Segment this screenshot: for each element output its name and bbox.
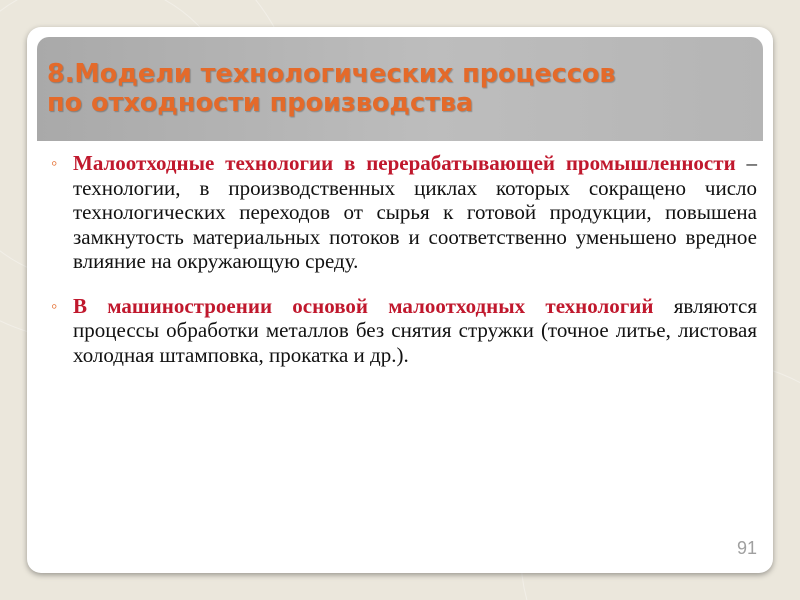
bullet-2-highlight: В машиностроении основой малоотходных технологий xyxy=(73,293,654,318)
slide-title xyxy=(47,60,747,118)
title-line-2: по отходности производства xyxy=(47,88,474,118)
page-number: 91 xyxy=(736,538,757,558)
bullet-1-text: – технологии, в производственных циклах которых сокращено число технологических переходов от сырья к готовой продукции, повышена замкнутость материальных потоков и соответственно уменьшено вредное влияние на окружающую среду. xyxy=(73,151,757,273)
slide xyxy=(27,27,773,573)
bullet-icon: ◦ xyxy=(51,153,58,173)
title-line-1: 8.Модели технологических процессов xyxy=(47,59,616,89)
bullet-2-text: являются процессы обработки металлов без снятия стружки (точное литье, листовая холодная штамповка, прокатка и др.). xyxy=(73,293,757,367)
bullet-item-2 xyxy=(47,294,757,368)
bullet-item-1 xyxy=(47,151,757,274)
bullet-1-highlight: Малоотходные технологии в перерабатывающей промышленности xyxy=(73,151,736,175)
title-bar xyxy=(37,37,763,141)
slide-content xyxy=(47,151,757,367)
bullet-icon: ◦ xyxy=(51,295,58,316)
